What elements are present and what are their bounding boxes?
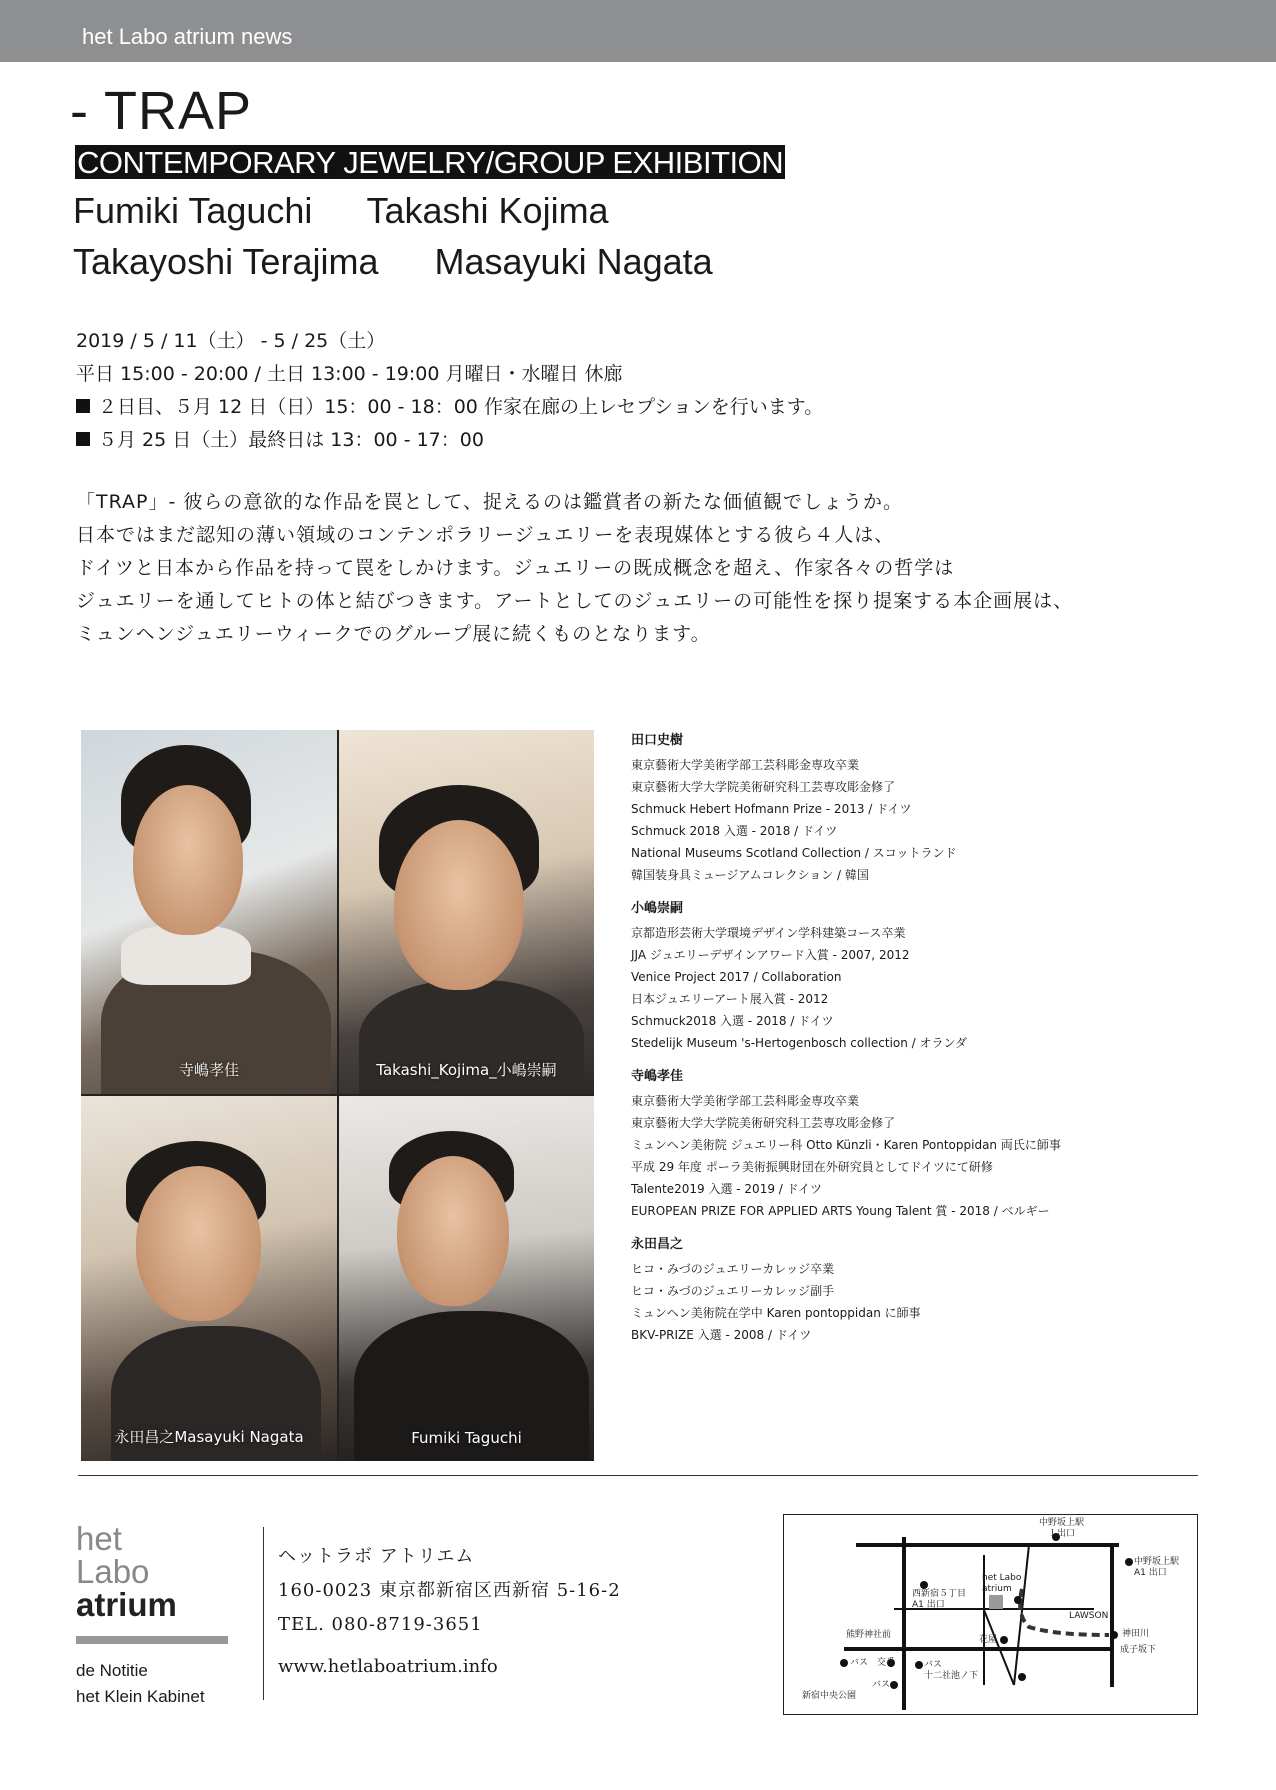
- artist-name: Takayoshi Terajima: [73, 241, 379, 282]
- bio-line: Schmuck2018 入選 - 2018 / ドイツ: [631, 1014, 834, 1028]
- bio-line: 東京藝術大学大学院美術研究科工芸専攻彫金修了: [631, 780, 896, 794]
- bio-terajima: [631, 1066, 1061, 1222]
- bio-line: Schmuck Hebert Hofmann Prize - 2013 / ドイツ: [631, 802, 912, 816]
- photo-caption: 寺嶋孝佳: [178, 1061, 239, 1079]
- bio-line: ヒコ・みづのジュエリーカレッジ卒業: [631, 1262, 835, 1276]
- exhibition-dates: 2019 / 5 / 11（土） - 5 / 25（土）: [76, 330, 386, 352]
- map-label: 新宿中央公園: [802, 1691, 857, 1701]
- het-labo-atrium-logo: het Labo atrium de Notitie het Klein Kabinet: [76, 1522, 228, 1710]
- bio-line: Stedelijk Museum 's-Hertogenbosch collection / オランダ: [631, 1036, 968, 1050]
- bio-line: JJA ジュエリーデザインアワード入賞 - 2007, 2012: [631, 948, 910, 962]
- bio-line: Venice Project 2017 / Collaboration: [631, 970, 842, 984]
- map-label: 中野坂上駅 A1 出口: [1134, 1557, 1180, 1578]
- artist-photo: [339, 1096, 594, 1461]
- photo-caption: Takashi_Kojima_小嶋崇嗣: [376, 1061, 557, 1079]
- access-map: [783, 1514, 1198, 1715]
- artist-photo: [339, 730, 594, 1094]
- description-line: 日本ではまだ認知の薄い領域のコンテンポラリージュエリーを表現媒体とする彼ら４人は、: [76, 524, 895, 546]
- map-label: バス 十二社池ノ下: [924, 1660, 979, 1681]
- map-label: バス 交番: [850, 1658, 896, 1668]
- exhibition-info: [76, 325, 823, 457]
- map-label: 成子坂下: [1120, 1645, 1157, 1655]
- gallery-tel: TEL. 080-8719-3651: [278, 1614, 483, 1635]
- map-label: 中野坂上駅 １出口: [1039, 1518, 1085, 1539]
- description-line: ジュエリーを通してヒトの体と結びつきます。アートとしてのジュエリーの可能性を探り提案する本企画展は、: [76, 590, 1074, 612]
- final-day-note: ５月 25 日（土）最終日は 13：00 - 17：00: [76, 424, 823, 457]
- map-label: LAWSON: [1069, 1611, 1109, 1621]
- description-line: ミュンヘンジュエリーウィークでのグループ展に続くものとなります。: [76, 623, 711, 645]
- gallery-street: 160-0023 東京都新宿区西新宿 5-16-2: [278, 1580, 621, 1601]
- bio-line: 東京藝術大学美術学部工芸科彫金専攻卒業: [631, 758, 860, 772]
- artist-names-row-2: [73, 241, 713, 283]
- bio-name: 寺嶋孝佳: [631, 1069, 684, 1084]
- map-label: 花屋: [979, 1635, 998, 1645]
- artist-photo-grid: [81, 730, 594, 1461]
- gallery-url[interactable]: www.hetlaboatrium.info: [278, 1656, 498, 1677]
- bullet-icon: [76, 432, 90, 446]
- bio-line: ミュンヘン美術院在学中 Karen pontoppidan に師事: [631, 1306, 921, 1320]
- map-label: 神田川: [1122, 1629, 1150, 1639]
- logo-sub-1: de Notitie: [76, 1661, 148, 1680]
- bio-line: 日本ジュエリーアート展入賞 - 2012: [631, 992, 829, 1006]
- photo-caption: 永田昌之Masayuki Nagata: [114, 1428, 304, 1446]
- gallery-address: [278, 1540, 621, 1642]
- exhibition-title: - TRAP: [70, 81, 253, 141]
- bio-line: BKV-PRIZE 入選 - 2008 / ドイツ: [631, 1328, 812, 1342]
- map-label: バス: [872, 1680, 891, 1690]
- artist-photo: [81, 730, 337, 1094]
- footer-vertical-divider: [263, 1527, 264, 1700]
- bio-line: Schmuck 2018 入選 - 2018 / ドイツ: [631, 824, 838, 838]
- header-bar: [0, 0, 1276, 62]
- bullet-icon: [76, 399, 90, 413]
- artist-names-row-1: [73, 190, 609, 232]
- map-label: het Labo atrium: [982, 1573, 1022, 1594]
- artist-name: Fumiki Taguchi: [73, 190, 313, 231]
- bio-kojima: [631, 898, 1061, 1054]
- description-line: ドイツと日本から作品を持って罠をしかけます。ジュエリーの既成概念を超え、作家各々の哲学は: [76, 557, 955, 579]
- bio-taguchi: [631, 730, 1061, 886]
- header-label: het Labo atrium news: [82, 24, 293, 49]
- artist-bios: [631, 730, 1061, 1358]
- footer-divider: [78, 1475, 1198, 1476]
- photo-caption: Fumiki Taguchi: [411, 1429, 522, 1447]
- logo-sub-2: het Klein Kabinet: [76, 1687, 205, 1706]
- bio-line: Talente2019 入選 - 2019 / ドイツ: [631, 1182, 823, 1196]
- gallery-name: ヘットラボ アトリエム: [278, 1546, 475, 1567]
- bio-line: ミュンヘン美術院 ジュエリー科 Otto Künzli・Karen Pontoppidan 両氏に師事: [631, 1138, 1061, 1152]
- exhibition-hours: 平日 15:00 - 20:00 / 土日 13:00 - 19:00 月曜日・水曜日 休廊: [76, 363, 623, 385]
- bio-name: 小嶋崇嗣: [631, 901, 684, 916]
- artist-name: Masayuki Nagata: [434, 241, 713, 282]
- exhibition-subtitle: CONTEMPORARY JEWELRY/GROUP EXHIBITION: [77, 145, 784, 180]
- bio-line: 韓国装身具ミュージアムコレクション / 韓国: [631, 868, 869, 882]
- bio-name: 田口史樹: [631, 733, 684, 748]
- description-line: 「TRAP」- 彼らの意欲的な作品を罠として、捉えるのは鑑賞者の新たな価値観でしょうか。: [76, 491, 904, 513]
- artist-name: Takashi Kojima: [366, 190, 609, 231]
- bio-line: EUROPEAN PRIZE FOR APPLIED ARTS Young Talent 賞 - 2018 / ベルギー: [631, 1204, 1050, 1218]
- bio-line: 東京藝術大学美術学部工芸科彫金専攻卒業: [631, 1094, 860, 1108]
- bio-line: 京都造形芸術大学環境デザイン学科建築コース卒業: [631, 926, 906, 940]
- bio-line: National Museums Scotland Collection / スコットランド: [631, 846, 957, 860]
- bio-line: ヒコ・みづのジュエリーカレッジ副手: [631, 1284, 835, 1298]
- bio-line: 東京藝術大学大学院美術研究科工芸専攻彫金修了: [631, 1116, 896, 1130]
- bio-name: 永田昌之: [631, 1237, 684, 1252]
- reception-note: ２日目、５月 12 日（日）15：00 - 18：00 作家在廊の上レセプションを行います。: [76, 391, 823, 424]
- artist-photo: [81, 1096, 337, 1461]
- bio-nagata: [631, 1234, 1061, 1346]
- bio-line: 平成 29 年度 ポーラ美術振興財団在外研究員としてドイツにて研修: [631, 1160, 993, 1174]
- map-label: 熊野神社前: [846, 1630, 892, 1640]
- map-label: 西新宿５丁目 A1 出口: [912, 1589, 967, 1610]
- exhibition-description: [76, 486, 1073, 651]
